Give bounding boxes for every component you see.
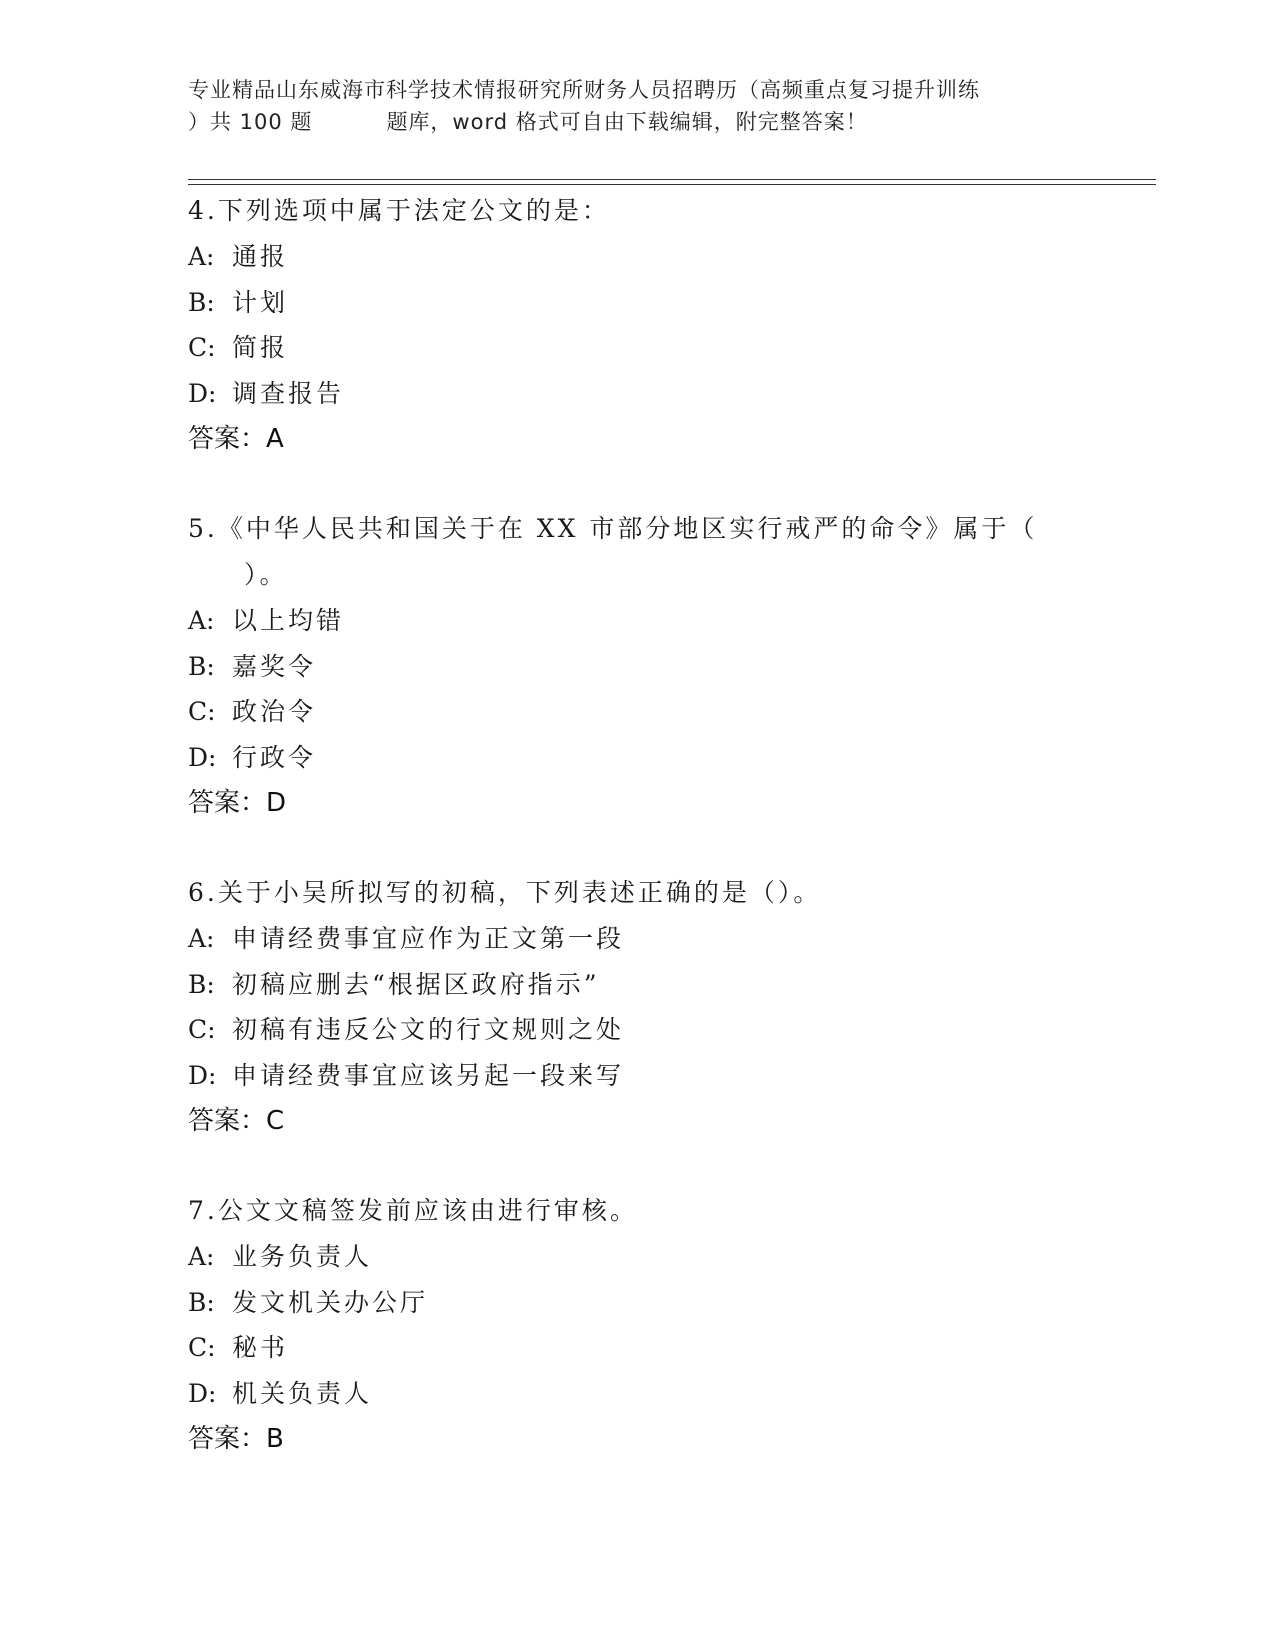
- header-line-1: 专业精品山东威海市科学技术情报研究所财务人员招聘历（高频重点复习提升训练: [188, 78, 980, 102]
- option-text: 计划: [232, 287, 289, 317]
- header-rule-bottom: [188, 184, 1156, 185]
- header-line-2-part-a: ）共 100 题: [188, 110, 313, 134]
- option-a: [188, 598, 1088, 644]
- document-header: [188, 74, 1088, 138]
- option-letter: A:: [188, 242, 215, 271]
- option-text: 初稿应删去“根据区政府指示”: [232, 969, 600, 999]
- option-c: [188, 1325, 1088, 1371]
- option-d: [188, 1053, 1088, 1099]
- option-b: [188, 962, 1088, 1008]
- option-text: 秘书: [232, 1333, 289, 1362]
- question-5: [188, 506, 1088, 826]
- option-a: [188, 1234, 1088, 1280]
- option-d: [188, 735, 1088, 781]
- option-letter: A:: [188, 606, 215, 635]
- option-letter: D:: [188, 1060, 217, 1090]
- option-letter: C:: [188, 333, 216, 362]
- option-letter: C:: [188, 1015, 216, 1044]
- option-letter: B:: [188, 969, 215, 999]
- option-letter: D:: [188, 378, 217, 408]
- option-letter: B:: [188, 1287, 215, 1317]
- option-b: [188, 1280, 1088, 1326]
- question-title: 4.下列选项中属于法定公文的是：: [188, 196, 610, 225]
- option-letter: D:: [188, 1378, 217, 1408]
- option-b: [188, 644, 1088, 690]
- option-a: [188, 234, 1088, 280]
- question-7: [188, 1188, 1088, 1462]
- option-letter: D:: [188, 742, 217, 772]
- option-text: 发文机关办公厅: [232, 1287, 429, 1317]
- question-4: [188, 188, 1088, 462]
- option-c: [188, 1007, 1088, 1053]
- option-c: [188, 689, 1088, 735]
- option-text: 调查报告: [232, 378, 345, 408]
- answer-label: 答案：C: [188, 1106, 285, 1136]
- option-d: [188, 1371, 1088, 1417]
- option-text: 申请经费事宜应作为正文第一段: [232, 924, 625, 953]
- option-d: [188, 371, 1088, 417]
- answer-label: 答案：A: [188, 424, 284, 454]
- header-line-2-part-b: 题库，word 格式可自由下载编辑，附完整答案！: [386, 110, 868, 134]
- option-text: 以上均错: [232, 606, 345, 635]
- option-a: [188, 916, 1088, 962]
- option-text: 行政令: [232, 742, 317, 772]
- question-6: [188, 870, 1088, 1144]
- option-text: 嘉奖令: [232, 651, 317, 681]
- option-text: 初稿有违反公文的行文规则之处: [232, 1015, 625, 1044]
- option-text: 机关负责人: [232, 1378, 373, 1408]
- option-letter: B:: [188, 651, 215, 681]
- option-text: 申请经费事宜应该另起一段来写: [232, 1060, 625, 1090]
- question-title: 6.关于小吴所拟写的初稿，下列表述正确的是（）。: [188, 878, 822, 907]
- answer-label: 答案：B: [188, 1424, 284, 1454]
- option-letter: A:: [188, 924, 215, 953]
- question-title: 5.《中华人民共和国关于在 XX 市部分地区实行戒严的命令》属于（: [188, 514, 1038, 543]
- option-text: 通报: [232, 242, 289, 271]
- option-letter: B:: [188, 287, 215, 317]
- option-b: [188, 280, 1088, 326]
- option-text: 政治令: [232, 697, 317, 726]
- option-c: [188, 325, 1088, 371]
- question-title: 7.公文文稿签发前应该由进行审核。: [188, 1196, 638, 1225]
- question-title-continued: ）。: [244, 560, 288, 589]
- answer-label: 答案：D: [188, 788, 287, 818]
- option-letter: A:: [188, 1242, 215, 1271]
- header-line-2: [188, 106, 1088, 138]
- option-letter: C:: [188, 697, 216, 726]
- option-text: 业务负责人: [232, 1242, 373, 1271]
- header-rule-top: [188, 179, 1156, 180]
- option-text: 简报: [232, 333, 289, 362]
- option-letter: C:: [188, 1333, 216, 1362]
